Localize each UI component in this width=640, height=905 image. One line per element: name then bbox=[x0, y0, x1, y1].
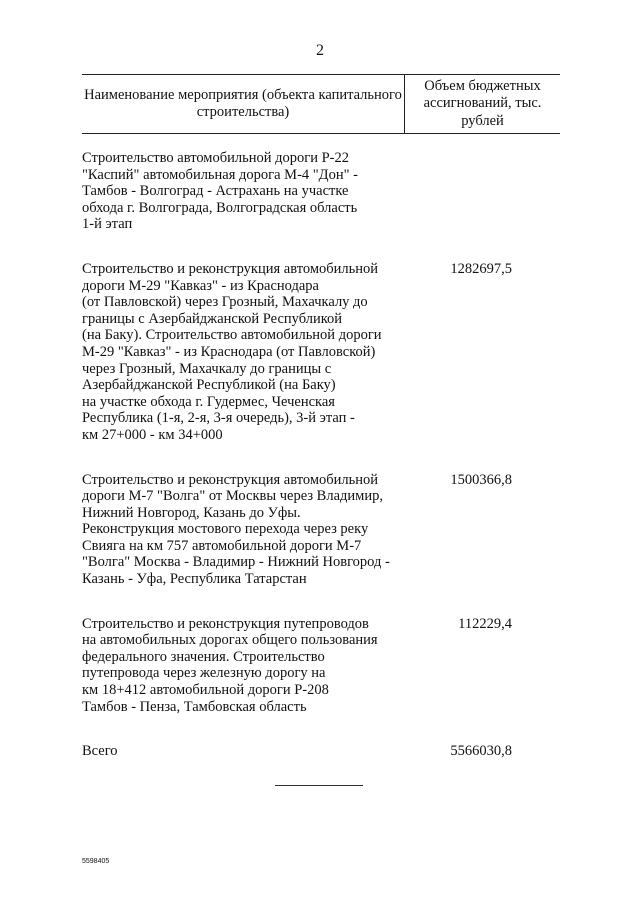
row-amount: 1282697,5 bbox=[450, 260, 512, 277]
table-body bbox=[82, 150, 560, 760]
row-name: Строительство и реконструкция автомобильной дороги М-7 "Волга" от Москвы через Владимир, Нижний Новгород, Казань до Уфы. Реконструкция мостового перехода через реку Свияга на км 757 автомобильной дороги М-7 "Волга" Москва - Владимир - Нижний Новгород - Казань - Уфа, Республика Татарстан bbox=[82, 471, 390, 588]
page-number: 2 bbox=[316, 42, 324, 59]
total-label: Всего bbox=[82, 743, 118, 760]
row-amount: 112229,4 bbox=[458, 615, 512, 632]
header-amount-column: Объем бюджетных ассигнований, тыс. рублей bbox=[423, 77, 542, 129]
table-row bbox=[82, 472, 560, 588]
table-row bbox=[82, 150, 560, 233]
total-amount: 5566030,8 bbox=[450, 743, 512, 760]
row-name: Строительство автомобильной дороги Р-22 "Каспий" автомобильная дорога М-4 "Дон" - Тамбов - Волгоград - Астрахань на участке обхода г. Волгограда, Волгоградская область 1-й этап bbox=[82, 150, 358, 233]
table-row bbox=[82, 616, 560, 716]
table-header bbox=[82, 74, 560, 134]
header-name-column: Наименование мероприятия (объекта капитального строительства) bbox=[84, 87, 402, 120]
row-name: Строительство и реконструкция путепроводов на автомобильных дорогах общего пользования федерального значения. Строительство путепровода через железную дорогу на км 18+412 автомобильной дороги Р-208 Тамбов - Пенза, Тамбовская область bbox=[82, 615, 378, 715]
row-amount: 1500366,8 bbox=[450, 471, 512, 488]
total-row bbox=[82, 743, 560, 760]
end-separator-line bbox=[275, 785, 363, 786]
table-row bbox=[82, 261, 560, 444]
document-code: 5598405 bbox=[82, 858, 110, 865]
row-name: Строительство и реконструкция автомобильной дороги М-29 "Кавказ" - из Краснодара (от Павловской) через Грозный, Махачкалу до границы с Азербайджанской Республикой (на Баку). Строительство автомобильной дороги М-29 "Кавказ" - из Краснодара (от Павловской) через Грозный, Махачкалу до границы с Азербайджанской Республикой (на Баку) на участке обхода г. Гудермес, Чеченская Республика (1-я, 2-я, 3-я очередь), 3-й этап - км 27+000 - км 34+000 bbox=[82, 260, 382, 443]
